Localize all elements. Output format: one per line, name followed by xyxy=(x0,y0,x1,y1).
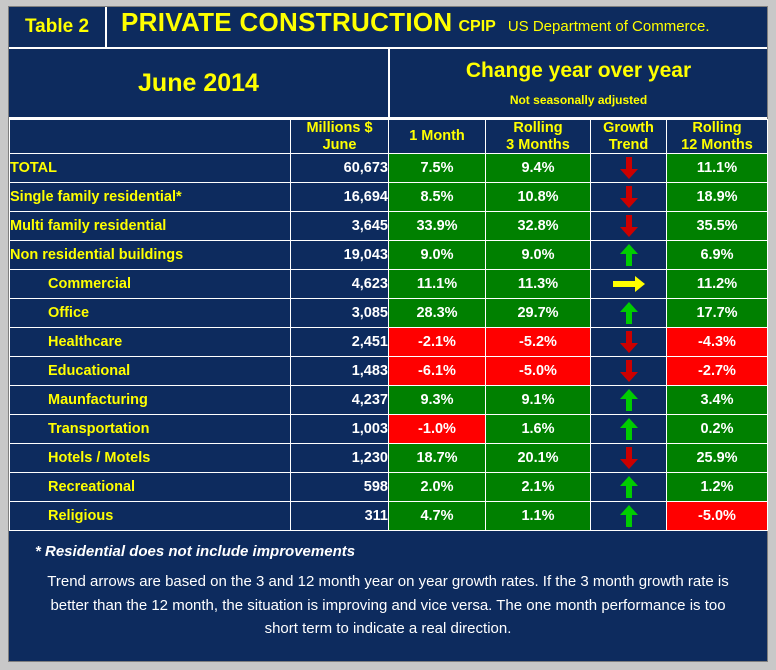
row-value-millions: 16,694 xyxy=(291,183,389,212)
row-growth-trend xyxy=(591,183,667,212)
footnote: * Residential does not include improvements xyxy=(35,543,356,561)
table-row xyxy=(10,473,768,502)
row-change-1-month: -6.1% xyxy=(389,357,486,386)
row-change-3-months: 1.6% xyxy=(486,415,591,444)
column-header-label xyxy=(10,120,291,154)
table-row xyxy=(10,154,768,183)
arrow-down-icon xyxy=(619,446,639,470)
table-row xyxy=(10,299,768,328)
row-change-12-months: 11.2% xyxy=(667,270,768,299)
row-label: Religious xyxy=(10,502,291,531)
row-change-1-month: 9.3% xyxy=(389,386,486,415)
table-row xyxy=(10,502,768,531)
arrow-down-icon xyxy=(619,359,639,383)
table-row xyxy=(10,183,768,212)
row-change-1-month: 28.3% xyxy=(389,299,486,328)
row-change-1-month: 2.0% xyxy=(389,473,486,502)
row-growth-trend xyxy=(591,299,667,328)
row-label: Commercial xyxy=(10,270,291,299)
title-text: PRIVATE CONSTRUCTION xyxy=(121,7,453,37)
row-change-12-months: 18.9% xyxy=(667,183,768,212)
row-change-1-month: 33.9% xyxy=(389,212,486,241)
column-header-millions-line1: Millions $ xyxy=(306,120,373,136)
row-change-1-month: -1.0% xyxy=(389,415,486,444)
row-change-12-months: 0.2% xyxy=(667,415,768,444)
row-label: Single family residential* xyxy=(10,183,291,212)
row-change-3-months: 20.1% xyxy=(486,444,591,473)
row-value-millions: 1,230 xyxy=(291,444,389,473)
table-row xyxy=(10,357,768,386)
row-growth-trend xyxy=(591,241,667,270)
row-change-1-month: 11.1% xyxy=(389,270,486,299)
table-row xyxy=(10,241,768,270)
row-change-3-months: -5.0% xyxy=(486,357,591,386)
arrow-up-icon xyxy=(619,243,639,267)
row-change-3-months: 11.3% xyxy=(486,270,591,299)
row-change-3-months: 2.1% xyxy=(486,473,591,502)
column-header-1-month xyxy=(389,120,486,154)
row-change-3-months: 32.8% xyxy=(486,212,591,241)
row-growth-trend xyxy=(591,415,667,444)
row-label: Healthcare xyxy=(10,328,291,357)
row-change-3-months: 1.1% xyxy=(486,502,591,531)
row-label: Multi family residential xyxy=(10,212,291,241)
row-change-1-month: 8.5% xyxy=(389,183,486,212)
row-change-3-months: 9.0% xyxy=(486,241,591,270)
row-change-1-month: 4.7% xyxy=(389,502,486,531)
arrow-down-icon xyxy=(619,330,639,354)
row-label: Recreational xyxy=(10,473,291,502)
arrow-up-icon xyxy=(619,475,639,499)
row-label: Hotels / Motels xyxy=(10,444,291,473)
column-header-growth-trend-line2: Trend xyxy=(608,136,649,153)
row-value-millions: 3,645 xyxy=(291,212,389,241)
row-label: Transportation xyxy=(10,415,291,444)
row-change-12-months: -4.3% xyxy=(667,328,768,357)
row-value-millions: 1,483 xyxy=(291,357,389,386)
data-table xyxy=(9,119,768,531)
column-header-growth-trend xyxy=(591,120,667,154)
period-label: June 2014 xyxy=(9,49,390,117)
column-header-millions-line2: June xyxy=(322,136,357,153)
row-growth-trend xyxy=(591,444,667,473)
row-change-12-months: 3.4% xyxy=(667,386,768,415)
row-label: Educational xyxy=(10,357,291,386)
arrow-down-icon xyxy=(619,156,639,180)
row-label: Non residential buildings xyxy=(10,241,291,270)
row-growth-trend xyxy=(591,386,667,415)
table-body xyxy=(10,154,768,531)
row-change-3-months: 10.8% xyxy=(486,183,591,212)
row-change-12-months: 11.1% xyxy=(667,154,768,183)
row-change-12-months: -2.7% xyxy=(667,357,768,386)
row-change-3-months: -5.2% xyxy=(486,328,591,357)
row-value-millions: 4,623 xyxy=(291,270,389,299)
row-change-12-months: 25.9% xyxy=(667,444,768,473)
table-header-row xyxy=(10,120,768,154)
row-label: TOTAL xyxy=(10,154,291,183)
row-change-1-month: 7.5% xyxy=(389,154,486,183)
row-value-millions: 1,003 xyxy=(291,415,389,444)
title-row xyxy=(9,7,767,49)
table-row xyxy=(10,386,768,415)
arrow-right-icon xyxy=(612,275,646,293)
row-label: Office xyxy=(10,299,291,328)
title-main xyxy=(107,7,767,47)
column-header-growth-trend-line1: Growth xyxy=(603,120,654,136)
explanatory-note: Trend arrows are based on the 3 and 12 month year on year growth rates. If the 3 month growth rate is better than the 12 month, the situation is improving and vice versa. The one month performance is too short term to indicate a real direction. xyxy=(47,573,729,637)
arrow-up-icon xyxy=(619,301,639,325)
row-change-1-month: -2.1% xyxy=(389,328,486,357)
row-change-12-months: 35.5% xyxy=(667,212,768,241)
column-header-millions xyxy=(291,120,389,154)
row-change-3-months: 9.4% xyxy=(486,154,591,183)
row-value-millions: 3,085 xyxy=(291,299,389,328)
row-change-12-months: 6.9% xyxy=(667,241,768,270)
row-change-3-months: 9.1% xyxy=(486,386,591,415)
table-row xyxy=(10,444,768,473)
row-value-millions: 311 xyxy=(291,502,389,531)
row-change-1-month: 18.7% xyxy=(389,444,486,473)
title-acronym: CPIP xyxy=(458,18,496,35)
column-header-rolling-12-line2: 12 Months xyxy=(681,136,753,153)
column-header-rolling-3-line2: 3 Months xyxy=(506,136,570,153)
column-header-rolling-3-line1: Rolling xyxy=(513,120,563,136)
row-growth-trend xyxy=(591,473,667,502)
table-panel xyxy=(8,6,768,662)
column-header-rolling-12 xyxy=(667,120,768,154)
row-value-millions: 4,237 xyxy=(291,386,389,415)
subheader-row xyxy=(9,49,767,119)
table-number-label: Table 2 xyxy=(9,7,107,47)
table-row xyxy=(10,212,768,241)
row-change-12-months: 1.2% xyxy=(667,473,768,502)
row-value-millions: 2,451 xyxy=(291,328,389,357)
row-growth-trend xyxy=(591,212,667,241)
row-value-millions: 60,673 xyxy=(291,154,389,183)
row-change-3-months: 29.7% xyxy=(486,299,591,328)
row-growth-trend xyxy=(591,270,667,299)
change-title: Change year over year xyxy=(465,59,692,82)
row-growth-trend xyxy=(591,357,667,386)
bottom-strip xyxy=(9,655,767,661)
row-label: Maunfacturing xyxy=(10,386,291,415)
row-value-millions: 19,043 xyxy=(291,241,389,270)
column-header-1-month-line1: 1 Month xyxy=(409,128,465,145)
column-header-rolling-3 xyxy=(486,120,591,154)
table-row xyxy=(10,328,768,357)
row-growth-trend xyxy=(591,328,667,357)
arrow-up-icon xyxy=(619,388,639,412)
table-row xyxy=(10,415,768,444)
row-change-12-months: -5.0% xyxy=(667,502,768,531)
table-row xyxy=(10,270,768,299)
arrow-up-icon xyxy=(619,504,639,528)
arrow-up-icon xyxy=(619,417,639,441)
change-note: Not seasonally adjusted xyxy=(509,93,648,107)
row-change-12-months: 17.7% xyxy=(667,299,768,328)
change-header xyxy=(390,49,767,117)
row-growth-trend xyxy=(591,502,667,531)
row-growth-trend xyxy=(591,154,667,183)
title-source: US Department of Commerce. xyxy=(507,18,710,35)
row-value-millions: 598 xyxy=(291,473,389,502)
row-change-1-month: 9.0% xyxy=(389,241,486,270)
arrow-down-icon xyxy=(619,185,639,209)
column-header-rolling-12-line1: Rolling xyxy=(692,120,742,136)
arrow-down-icon xyxy=(619,214,639,238)
